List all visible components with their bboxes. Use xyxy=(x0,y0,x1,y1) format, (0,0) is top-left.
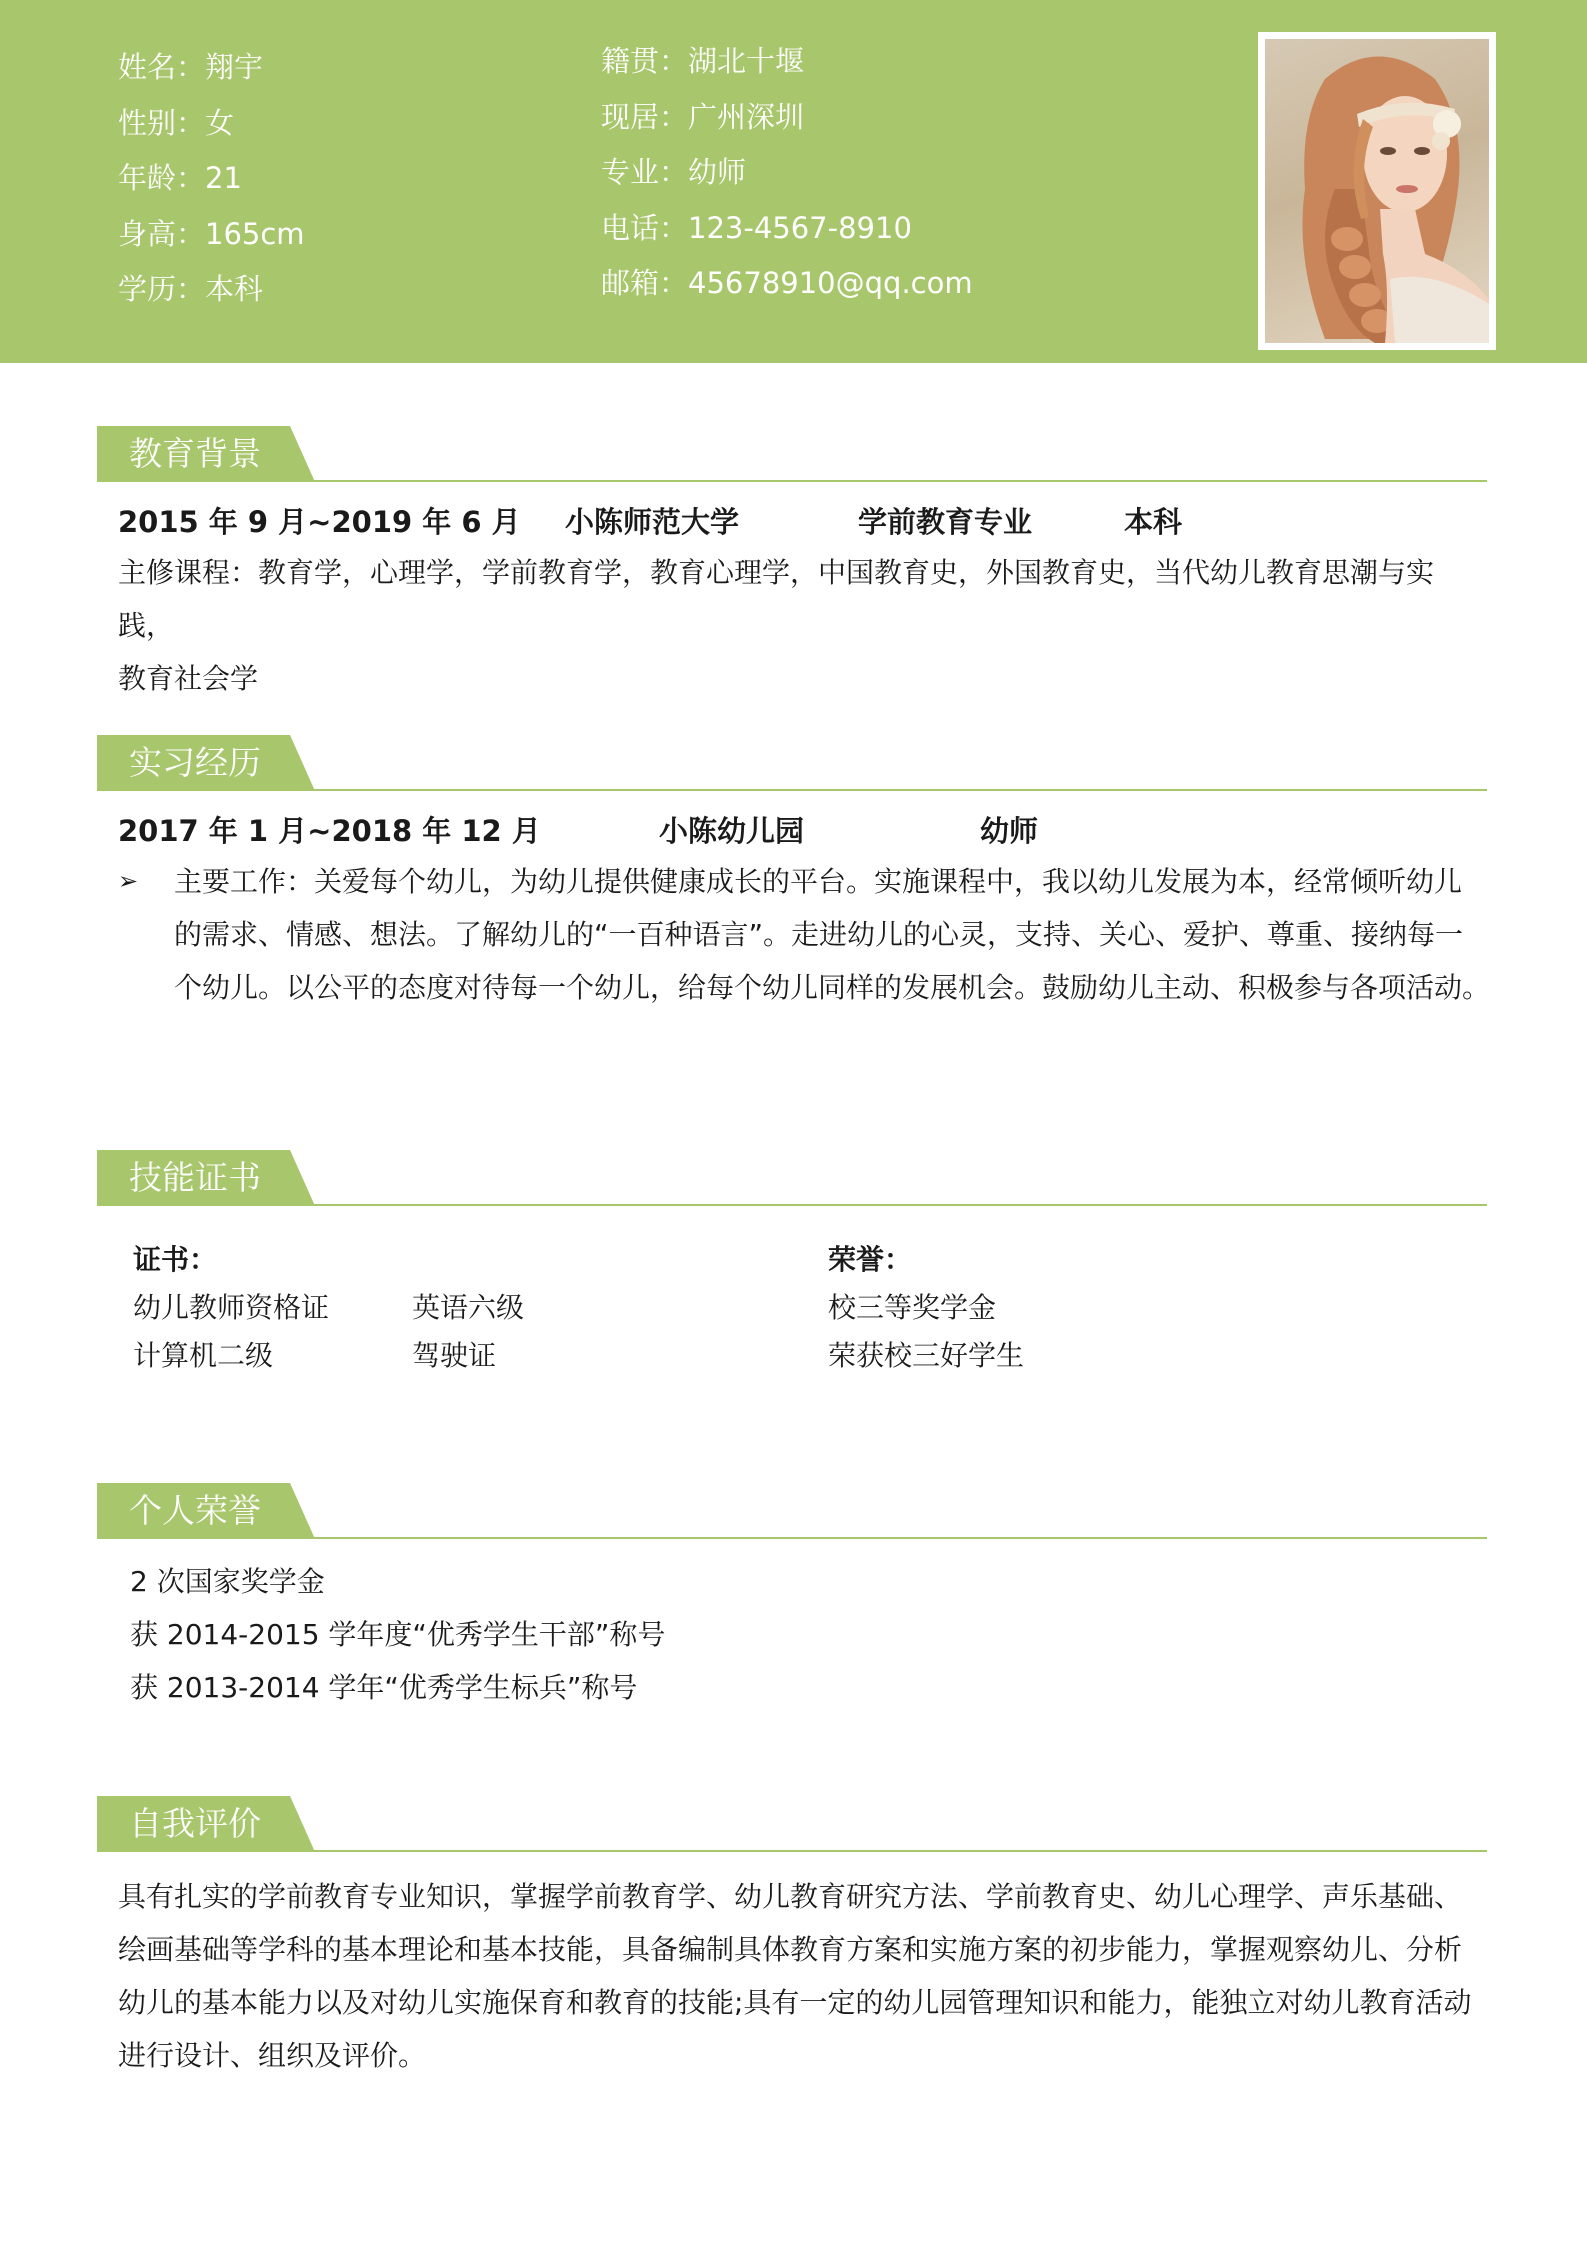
cert-item: 驾驶证 xyxy=(412,1339,497,1372)
self-eval-section xyxy=(97,1796,1487,2082)
section-divider xyxy=(97,1850,1487,1852)
section-divider xyxy=(97,1204,1487,1206)
info-major: 专业：幼师 xyxy=(601,155,747,189)
award-item: 获 2014-2015 学年度“优秀学生干部”称号 xyxy=(130,1618,666,1651)
internship-period: 2017 年 1 月~2018 年 12 月 xyxy=(118,814,541,848)
skills-header xyxy=(97,1150,1487,1206)
info-height: 身高：165cm xyxy=(118,216,305,251)
info-phone: 电话：123-4567-8910 xyxy=(601,210,912,245)
internship-company: 小陈幼儿园 xyxy=(659,814,805,848)
self-eval-header xyxy=(97,1796,1487,1852)
internship-duties xyxy=(118,855,1534,1014)
honor-item: 校三等奖学金 xyxy=(828,1291,997,1324)
awards-list xyxy=(97,1555,1487,1714)
awards-header xyxy=(97,1483,1487,1539)
self-eval-line: 绘画基础等学科的基本理论和基本技能，具备编制具体教育方案和实施方案的初步能力，掌握观察幼儿、分析 xyxy=(118,1933,1463,1966)
self-eval-line: 幼儿的基本能力以及对幼儿实施保育和教育的技能;具有一定的幼儿园管理知识和能力，能独立对幼儿教育活动 xyxy=(118,1986,1472,2019)
profile-header xyxy=(0,0,1587,363)
cert-item: 英语六级 xyxy=(412,1291,525,1324)
cert-item: 计算机二级 xyxy=(133,1339,274,1372)
self-eval-line: 具有扎实的学前教育专业知识，掌握学前教育学、幼儿教育研究方法、学前教育史、幼儿心理学、声乐基础、 xyxy=(118,1880,1463,1913)
info-name: 姓名：翔宇 xyxy=(118,50,264,84)
section-title: 技能证书 xyxy=(129,1158,261,1197)
education-summary-row xyxy=(97,500,1487,544)
honors-heading: 荣誉： xyxy=(828,1243,913,1276)
duty-line: 的需求、情感、想法。了解幼儿的“一百种语言”。走进幼儿的心灵，支持、关心、爱护、尊重、接纳每一 xyxy=(174,918,1464,951)
info-gender: 性别：女 xyxy=(118,105,235,140)
award-item: 获 2013-2014 学年“优秀学生标兵”称号 xyxy=(130,1671,638,1704)
info-age: 年龄：21 xyxy=(118,161,242,195)
cert-item: 幼儿教师资格证 xyxy=(133,1291,330,1324)
courses-line: 主修课程：教育学，心理学，学前教育学，教育心理学，中国教育史，外国教育史，当代幼儿教育思潮与实践， xyxy=(118,556,1435,642)
portrait-illustration xyxy=(1265,39,1489,343)
internship-role: 幼师 xyxy=(980,814,1039,848)
duty-line: 主要工作：关爱每个幼儿，为幼儿提供健康成长的平台。实施课程中，我以幼儿发展为本，经常倾听幼儿 xyxy=(174,865,1463,898)
info-hometown: 籍贯：湖北十堰 xyxy=(601,44,805,78)
certs-heading: 证书： xyxy=(133,1243,218,1276)
education-section xyxy=(97,426,1487,705)
info-email: 邮箱：45678910@qq.com xyxy=(601,266,973,300)
section-divider xyxy=(97,480,1487,482)
section-title: 教育背景 xyxy=(129,434,261,473)
education-school: 小陈师范大学 xyxy=(565,505,740,539)
section-title: 自我评价 xyxy=(129,1804,261,1843)
skills-section xyxy=(97,1150,1487,1400)
education-major: 学前教育专业 xyxy=(858,505,1033,539)
education-period: 2015 年 9 月~2019 年 6 月 xyxy=(118,505,521,539)
info-residence: 现居：广州深圳 xyxy=(601,99,805,134)
courses-line: 教育社会学 xyxy=(118,662,259,695)
bullet-arrow-icon: ➢ xyxy=(118,867,139,895)
internship-header xyxy=(97,735,1487,791)
education-degree: 本科 xyxy=(1124,505,1183,539)
section-divider xyxy=(97,1537,1487,1539)
profile-photo xyxy=(1265,39,1489,343)
education-courses xyxy=(97,546,1487,705)
internship-section xyxy=(97,735,1491,1014)
basic-info-left xyxy=(118,40,305,318)
awards-section xyxy=(97,1483,1487,1714)
info-education: 学历：本科 xyxy=(118,272,264,306)
self-eval-text xyxy=(97,1870,1487,2082)
education-header xyxy=(97,426,1487,482)
duty-line: 个幼儿。以公平的态度对待每一个幼儿，给每个幼儿同样的发展机会。鼓励幼儿主动、积极参与各项活动。 xyxy=(174,971,1491,1004)
self-eval-line: 进行设计、组织及评价。 xyxy=(118,2039,427,2072)
section-title: 实习经历 xyxy=(129,743,261,782)
honor-item: 荣获校三好学生 xyxy=(828,1339,1025,1372)
section-divider xyxy=(97,789,1487,791)
award-item: 2 次国家奖学金 xyxy=(130,1565,325,1598)
profile-photo-frame xyxy=(1258,32,1496,350)
internship-summary-row xyxy=(97,809,1487,853)
basic-info-right xyxy=(601,34,973,312)
section-title: 个人荣誉 xyxy=(129,1491,261,1530)
